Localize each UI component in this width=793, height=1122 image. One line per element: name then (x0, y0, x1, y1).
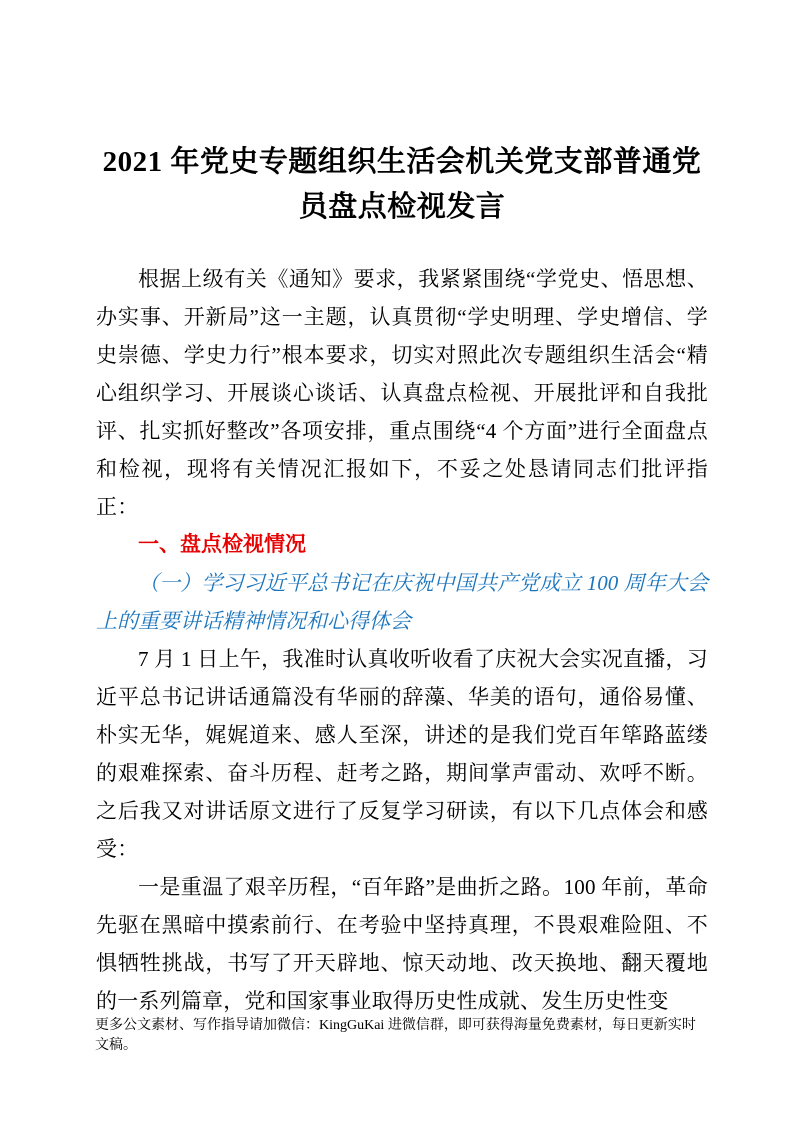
page-footer-note: 更多公文素材、写作指导请加微信：KingGuKai 进微信群，即可获得海量免费素材，每日更新实时文稿。 (95, 1018, 696, 1053)
document-title: 2021 年党史专题组织生活会机关党支部普通党员盘点检视发言 (102, 146, 702, 223)
paragraph-intro: 根据上级有关《通知》要求，我紧紧围绕“学党史、悟思想、办实事、开新局”这一主题，认真贯彻“学史明理、学史增信、学史崇德、学史力行”根本要求，切实对照此次专题组织生活会“精心组织学习、开展谈心谈话、认真盘点检视、开展批评和自我批评、扎实抓好整改”各项安排，重点围绕“4 个方面”进行全面盘点和检视，现将有关情况汇报如下，不妥之处恳请同志们批评指正： (96, 267, 708, 519)
subsection-heading-blue: （一）学习习近平总书记在庆祝中国共产党成立 100 周年大会上的重要讲话精神情况和心得体会 (96, 571, 708, 633)
paragraph-speech-watching: 7 月 1 日上午，我准时认真收听收看了庆祝大会实况直播，习近平总书记讲话通篇没有华丽的辞藻、华美的语句，通俗易懂、朴实无华，娓娓道来、感人至深，讲述的是我们党百年筚路蓝缕的艰难探索、奋斗历程、赶考之路，期间掌声雷动、欢呼不断。之后我又对讲话原文进行了反复学习研读，有以下几点体会和感受： (96, 647, 708, 861)
paragraph-first-point: 一是重温了艰辛历程，“百年路”是曲折之路。100 年前，革命先驱在黑暗中摸索前行、在考验中坚持真理，不畏艰难险阻、不惧牺牲挑战，书写了开天辟地、惊天动地、改天换地、翻天覆地的一系列篇章，党和国家事业取得历史性成就、发生历史性变 (96, 875, 708, 1013)
section-heading-red: 一、盘点检视情况 (138, 533, 306, 556)
document-body (96, 140, 708, 1020)
